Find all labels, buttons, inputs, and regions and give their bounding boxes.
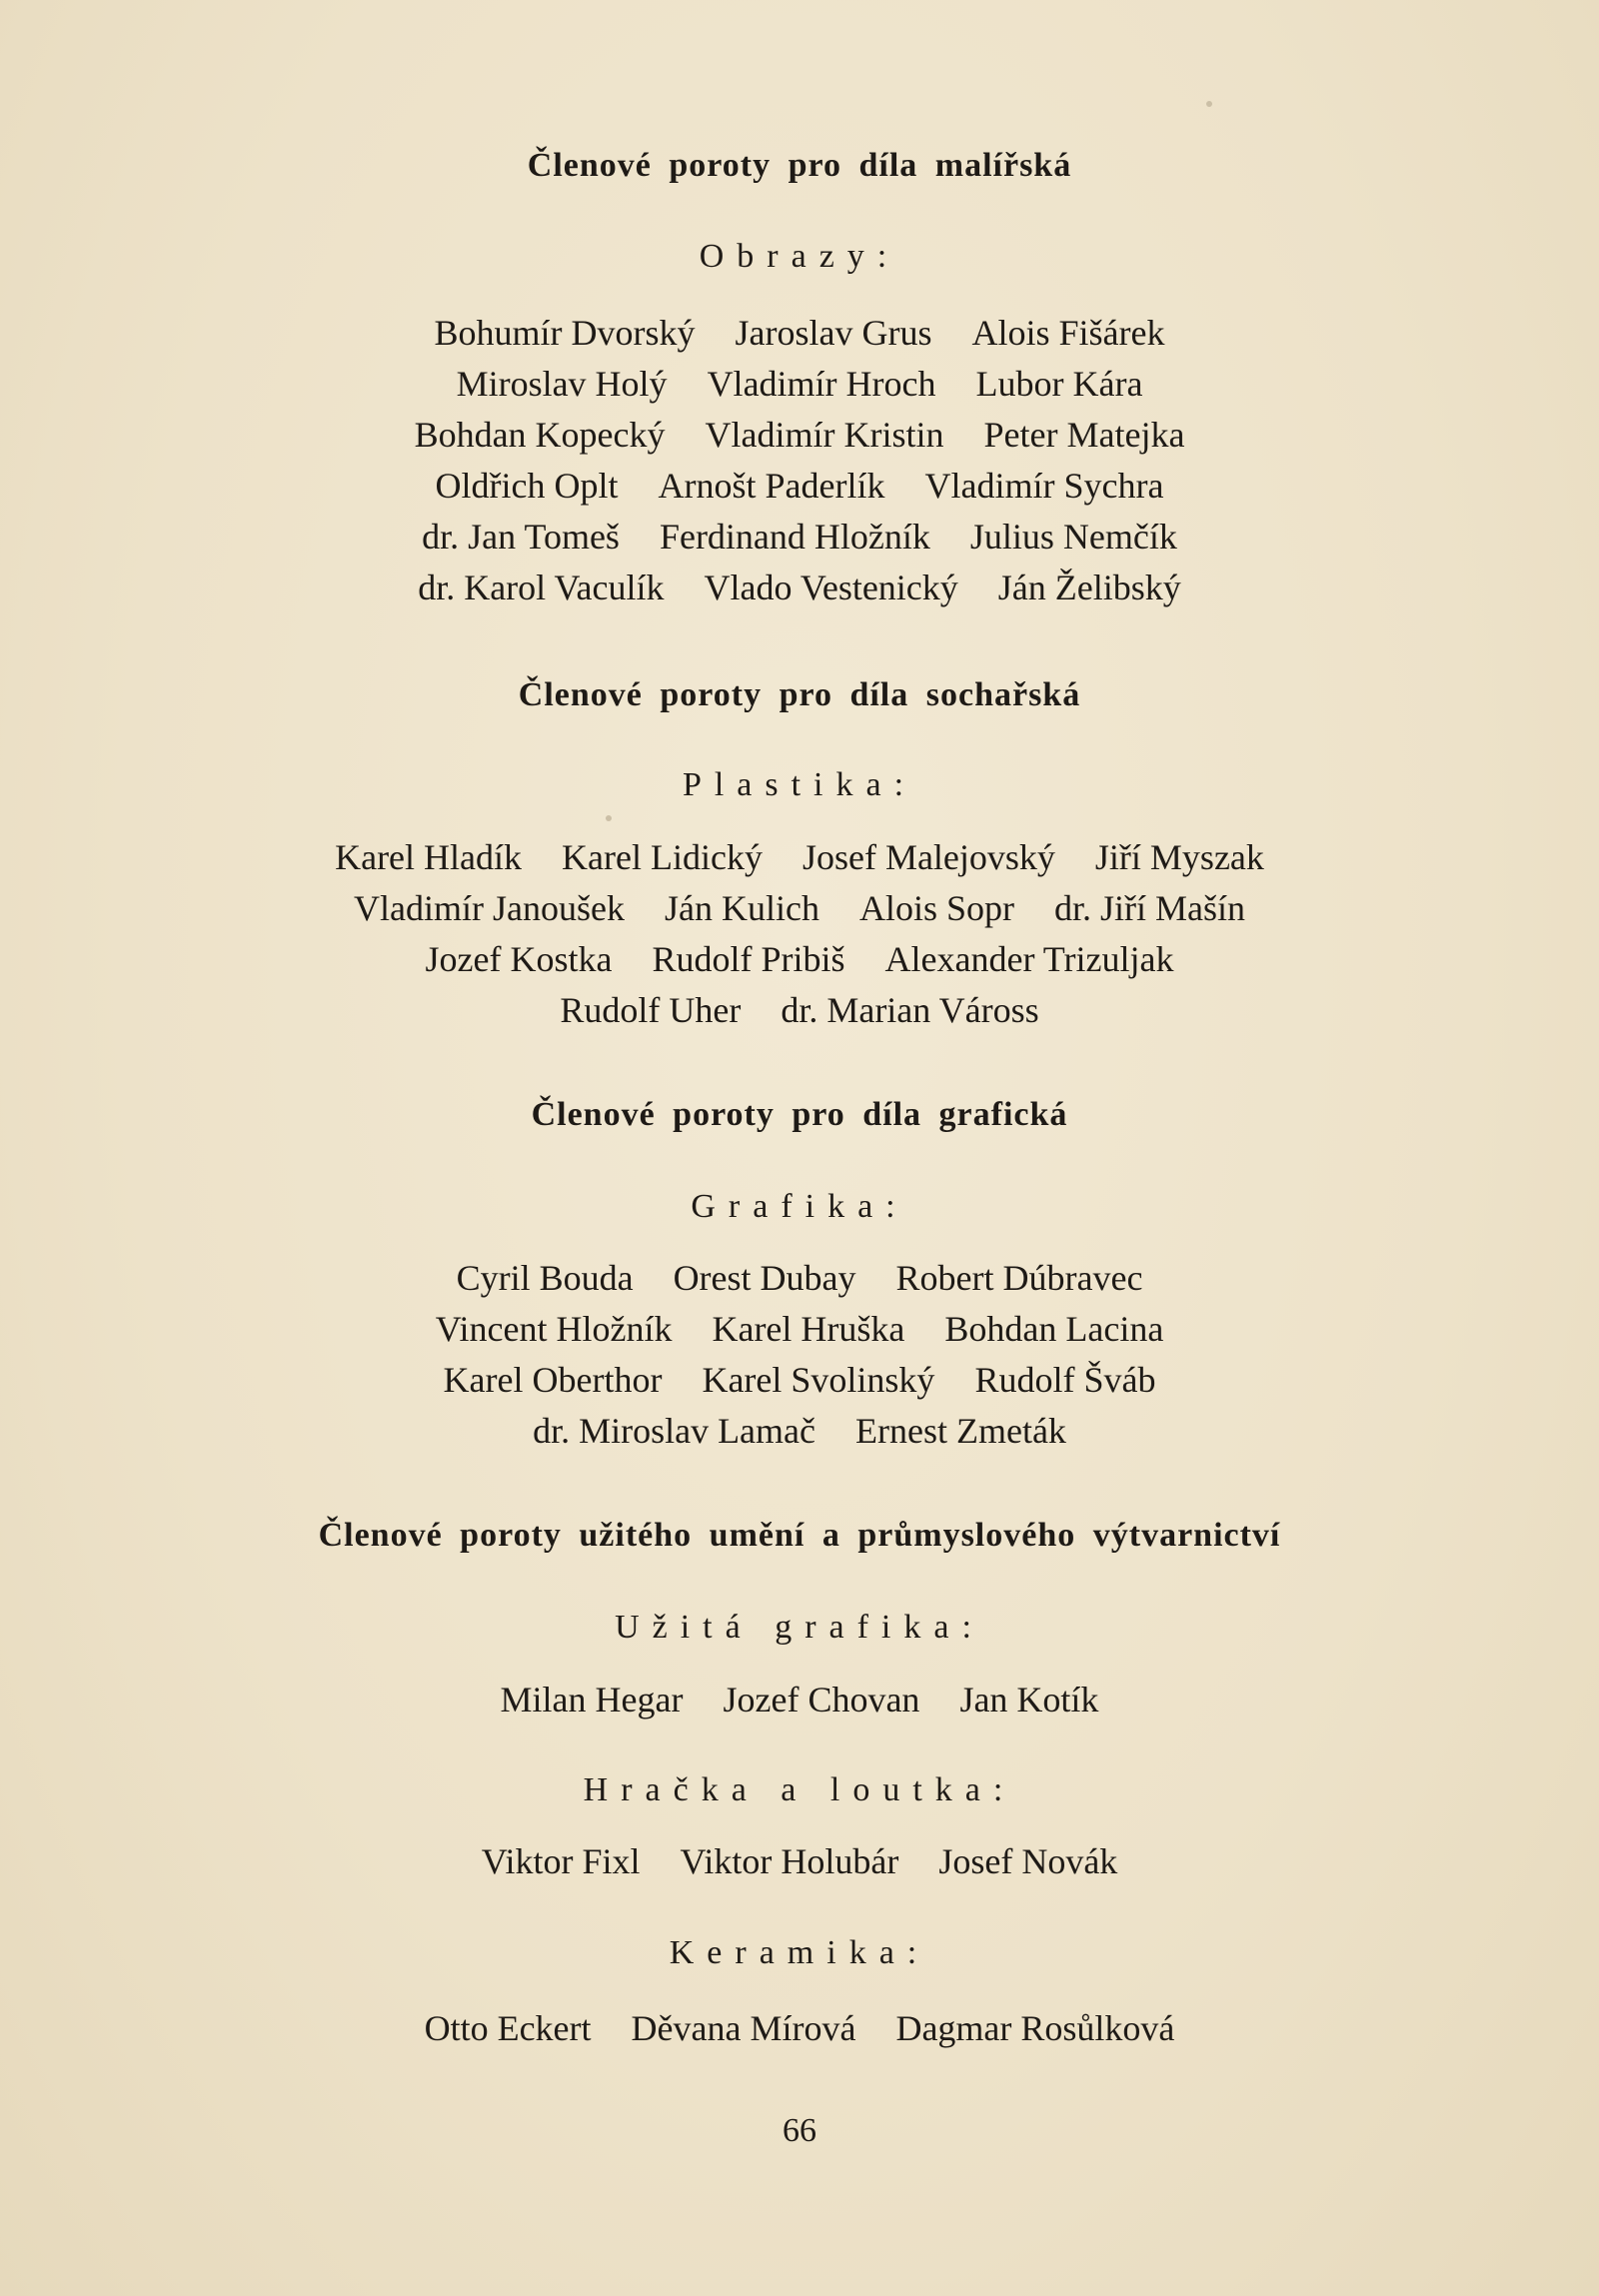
member-name: Oldřich Oplt (435, 466, 619, 506)
category-uzita-grafika: Užitá grafika: (615, 1609, 984, 1646)
member-name: Karel Hruška (712, 1309, 905, 1349)
member-name: Rudolf Uher (560, 990, 742, 1030)
names-keramika (0, 2003, 1599, 2054)
member-name: Robert Dúbravec (895, 1258, 1143, 1298)
category-keramika: Keramika: (669, 1934, 930, 1971)
names-hracka-a-loutka (0, 1836, 1599, 1887)
member-name: Otto Eckert (424, 2008, 592, 2048)
member-name: Dagmar Rosůlková (895, 2008, 1175, 2048)
member-name: Jaroslav Grus (735, 313, 932, 353)
member-name: Peter Matejka (983, 415, 1185, 455)
member-name: dr. Miroslav Lamač (533, 1411, 815, 1451)
names-line (0, 461, 1599, 512)
member-name: dr. Jiří Mašín (1053, 888, 1245, 928)
member-name: Lubor Kára (975, 364, 1143, 404)
names-line (0, 308, 1599, 359)
member-name: Bohumír Dvorský (434, 313, 696, 353)
names-line (0, 934, 1599, 985)
member-name: Karel Svolinský (702, 1360, 935, 1400)
member-name: dr. Marian Váross (781, 990, 1039, 1030)
member-name: Vlado Vestenický (704, 568, 958, 607)
names-line (0, 359, 1599, 410)
names-plastika (0, 832, 1599, 1036)
member-name: Vladimír Kristin (705, 415, 944, 455)
names-line (0, 1355, 1599, 1406)
names-grafika (0, 1253, 1599, 1457)
member-name: Vladimír Hroch (707, 364, 936, 404)
member-name: Alexander Trizuljak (884, 939, 1174, 979)
names-line (0, 1253, 1599, 1304)
member-name: Ján Kulich (664, 888, 819, 928)
paper-speck (1206, 101, 1212, 107)
member-name: Rudolf Pribiš (652, 939, 845, 979)
member-name: Ján Želibský (997, 568, 1181, 607)
member-name: dr. Karol Vaculík (418, 568, 665, 607)
member-name: Karel Lidický (562, 837, 763, 877)
names-line (0, 1406, 1599, 1457)
member-name: Děvana Mírová (631, 2008, 856, 2048)
page-number: 66 (783, 2112, 816, 2149)
member-name: Julius Nemčík (969, 517, 1177, 557)
member-name: Vladimír Sychra (924, 466, 1164, 506)
member-name: Orest Dubay (673, 1258, 856, 1298)
names-line (0, 410, 1599, 461)
names-line (0, 1836, 1599, 1887)
names-line (0, 512, 1599, 563)
member-name: Milan Hegar (500, 1680, 684, 1720)
member-name: Viktor Fixl (481, 1841, 641, 1881)
category-plastika: Plastika: (682, 766, 917, 803)
member-name: Alois Sopr (858, 888, 1014, 928)
member-name: Cyril Bouda (456, 1258, 634, 1298)
names-obrazy (0, 308, 1599, 613)
member-name: Jiří Myszak (1094, 837, 1264, 877)
names-line (0, 563, 1599, 613)
names-line (0, 883, 1599, 934)
member-name: Miroslav Holý (456, 364, 668, 404)
paper-speck (606, 815, 612, 821)
section-heading-applied-arts: Členové poroty užitého umění a průmyslového výtvarnictví (318, 1517, 1281, 1554)
member-name: Ernest Zmeták (855, 1411, 1066, 1451)
names-line (0, 985, 1599, 1036)
member-name: Rudolf Šváb (974, 1360, 1156, 1400)
member-name: Viktor Holubár (680, 1841, 899, 1881)
member-name: Josef Malejovský (801, 837, 1055, 877)
member-name: Arnošt Paderlík (658, 466, 885, 506)
member-name: Vincent Hložník (435, 1309, 673, 1349)
section-heading-sculpture: Členové poroty pro díla sochařská (518, 676, 1081, 713)
names-line (0, 832, 1599, 883)
member-name: Bohdan Kopecký (414, 415, 666, 455)
names-uzita-grafika (0, 1675, 1599, 1725)
section-heading-painting: Členové poroty pro díla malířská (527, 147, 1072, 184)
category-obrazy: Obrazy: (699, 238, 900, 275)
member-name: Alois Fišárek (971, 313, 1165, 353)
member-name: Vladimír Janoušek (354, 888, 625, 928)
member-name: dr. Jan Tomeš (422, 517, 620, 557)
member-name: Jan Kotík (959, 1680, 1099, 1720)
member-name: Ferdinand Hložník (659, 517, 930, 557)
member-name: Bohdan Lacina (944, 1309, 1164, 1349)
member-name: Jozef Kostka (425, 939, 613, 979)
member-name: Karel Hladík (335, 837, 523, 877)
section-heading-graphics: Členové poroty pro díla grafická (531, 1096, 1068, 1133)
names-line (0, 1304, 1599, 1355)
category-grafika: Grafika: (691, 1188, 908, 1225)
names-line (0, 2003, 1599, 2054)
names-line (0, 1675, 1599, 1725)
member-name: Josef Novák (938, 1841, 1118, 1881)
category-hracka-a-loutka: Hračka a loutka: (583, 1771, 1016, 1808)
member-name: Karel Oberthor (443, 1360, 663, 1400)
member-name: Jozef Chovan (723, 1680, 920, 1720)
